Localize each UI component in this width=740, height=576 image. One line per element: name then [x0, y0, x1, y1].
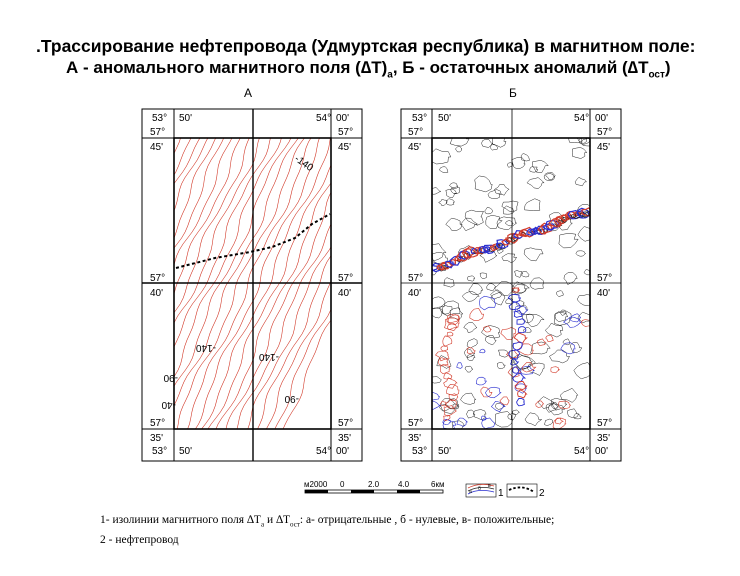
- coord-lat-mid-deg-b-right: 57°: [597, 273, 613, 284]
- panel-a-label: А: [244, 86, 253, 100]
- scale-tick-3: 6км: [431, 480, 445, 489]
- scale-tick-2: 4.0: [398, 480, 410, 489]
- isoline-a: [3, 130, 141, 436]
- title-sub-a: а: [387, 69, 393, 81]
- legend-sub-1: а: [260, 520, 265, 529]
- coord-lon-left-min-b-bot: 50': [438, 446, 452, 457]
- contour-label-a-low-left-40: -40: [161, 399, 176, 410]
- scale-bar-segment-1: [305, 490, 328, 493]
- scale-bar-segment-5: [397, 490, 420, 493]
- title-part-b: , Б - остаточных аномалий (∆T: [392, 58, 649, 77]
- legend-text-1b: и ∆T: [264, 514, 291, 526]
- coord-lon-right-min-b-bot: 00': [595, 446, 609, 457]
- isoline-a: [0, 130, 122, 436]
- coord-lat-bot-deg-b-left: 57°: [408, 418, 424, 429]
- coord-lat-top-min-a-right: 45': [338, 142, 352, 153]
- coord-lat-top-min-b-left: 45': [408, 142, 422, 153]
- isoline-a: [21, 130, 154, 436]
- legend-text-1c: : а- отрицательные , б - нулевые, в- положительные;: [299, 514, 555, 526]
- panel-b-label: Б: [509, 86, 517, 100]
- coord-lat-bot-deg-a-right: 57°: [338, 418, 354, 429]
- coord-lat-bot-min-b-left: 35': [408, 433, 422, 444]
- contour-label-a-low-left-90: -90: [163, 372, 178, 383]
- scale-tick-0: 0: [340, 480, 345, 489]
- title-part-end: ): [664, 58, 671, 77]
- isoline-a: [13, 130, 148, 436]
- coord-lat-bot-deg-a-left: 57°: [150, 418, 166, 429]
- coord-lat-top-deg-b-right: 57°: [597, 127, 613, 138]
- figure-caption-legend: [100, 512, 554, 548]
- coord-lat-top-deg-b-left: 57°: [408, 127, 424, 138]
- coord-lon-left-deg-a-bot: 53°: [152, 446, 168, 457]
- coord-lat-top-deg-a-left: 57°: [150, 127, 166, 138]
- legend-item-1: 1: [498, 488, 504, 499]
- contour-label-a-low-right-90: -90: [284, 393, 299, 404]
- coord-lat-mid-min-b-right: 40': [597, 288, 611, 299]
- coord-lon-right-deg-a-bot: 54°: [316, 446, 332, 457]
- coord-lon-left-min-a-bot: 50': [179, 446, 193, 457]
- coord-lon-left-deg-b-bot: 53°: [412, 446, 428, 457]
- coord-lat-bot-min-a-left: 35': [150, 433, 164, 444]
- coord-lat-mid-min-b-left: 40': [408, 288, 422, 299]
- figure-title-line-1: .Трассирование нефтепровода (Удмуртская республика) в магнитном поле:: [36, 36, 696, 56]
- legend-line-1: [100, 512, 554, 532]
- coord-lon-right-min-a-top: 00': [336, 113, 350, 124]
- legend-item-2: 2: [539, 488, 545, 499]
- title-part-a: А - аномального магнитного поля (∆T): [66, 58, 388, 77]
- map-panel-a: [0, 109, 416, 461]
- contour-label-a-mid-left: -140: [195, 342, 216, 353]
- map-legend: [466, 483, 545, 499]
- contour-label-a-mid-right: -140: [258, 351, 279, 362]
- coord-lon-left-deg-a-top: 53°: [152, 113, 168, 124]
- contour-label-a-top-right: -140: [292, 153, 315, 174]
- coord-lat-mid-deg-b-left: 57°: [408, 273, 424, 284]
- legend-swatch-b-letter: б: [478, 486, 481, 492]
- isoline-a: [28, 130, 164, 436]
- map-panel-b: [401, 109, 621, 461]
- coord-lat-mid-deg-a-right: 57°: [338, 273, 354, 284]
- coord-lat-bot-deg-b-right: 57°: [597, 418, 613, 429]
- coord-lat-top-min-a-left: 45': [150, 142, 164, 153]
- coord-lon-left-min-b-top: 50': [438, 113, 452, 124]
- legend-line-2: 2 - нефтепровод: [100, 534, 179, 547]
- scale-bar: [304, 480, 444, 493]
- coord-lon-right-deg-b-bot: 54°: [574, 446, 590, 457]
- title-sub-b: ост: [648, 69, 665, 81]
- isoline-a: [0, 130, 133, 436]
- coord-lon-right-deg-b-top: 54°: [574, 113, 590, 124]
- coord-lat-mid-deg-a-left: 57°: [150, 273, 166, 284]
- coord-lat-bot-min-a-right: 35': [338, 433, 352, 444]
- scale-tick-1: 2.0: [368, 480, 380, 489]
- coord-lon-left-min-a-top: 50': [179, 113, 193, 124]
- scale-label-m: м2000: [304, 480, 328, 489]
- panel-b-frame: [401, 109, 621, 461]
- coord-lat-top-min-b-right: 45': [597, 142, 611, 153]
- coord-lon-right-deg-a-top: 54°: [316, 113, 332, 124]
- coord-lat-bot-min-b-right: 35': [597, 433, 611, 444]
- coord-lat-top-deg-a-right: 57°: [338, 127, 354, 138]
- scale-bar-segment-3: [351, 490, 374, 493]
- legend-text-1a: 1- изолинии магнитного поля ∆T: [100, 514, 261, 526]
- coord-lon-left-deg-b-top: 53°: [412, 113, 428, 124]
- legend-swatch-a-letter: а: [469, 489, 472, 495]
- legend-sub-2: ост: [290, 520, 300, 529]
- coord-lat-mid-min-a-right: 40': [338, 288, 352, 299]
- coord-lat-mid-min-a-left: 40': [150, 288, 164, 299]
- coord-lon-right-min-a-bot: 00': [336, 446, 350, 457]
- legend-swatch-c-letter: в: [488, 483, 491, 489]
- coord-lon-right-min-b-top: 00': [595, 113, 609, 124]
